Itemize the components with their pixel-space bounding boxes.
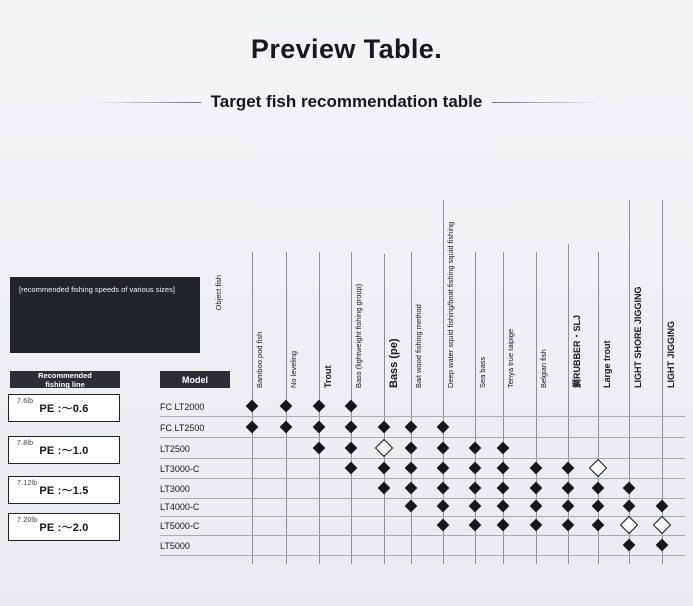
row-rule bbox=[160, 535, 685, 536]
row-rule bbox=[160, 437, 685, 438]
line-strength-label: 7.12lb bbox=[17, 480, 38, 487]
column-header-0: Bamboo pod fish bbox=[255, 331, 264, 388]
matrix-marker bbox=[405, 442, 418, 455]
matrix-marker bbox=[623, 539, 636, 552]
matrix-marker bbox=[562, 500, 575, 513]
model-tag: Model bbox=[160, 371, 230, 388]
matrix-marker bbox=[246, 400, 259, 413]
matrix-marker bbox=[405, 421, 418, 434]
matrix-marker bbox=[530, 500, 543, 513]
column-header-11: Large trout bbox=[602, 340, 612, 388]
matrix-marker bbox=[378, 482, 391, 495]
matrix-marker bbox=[497, 500, 510, 513]
matrix-marker bbox=[437, 421, 450, 434]
column-header-10: 鯛RUBBER・SLJ bbox=[572, 314, 582, 388]
column-header-5: Bait wood fishing method bbox=[414, 304, 423, 388]
matrix-marker bbox=[656, 539, 669, 552]
column-guide-line bbox=[411, 252, 412, 564]
column-header-9: Belgian fish bbox=[539, 349, 548, 388]
column-guide-line bbox=[384, 254, 385, 564]
matrix-marker bbox=[345, 462, 358, 475]
matrix-marker bbox=[378, 462, 391, 475]
line-pe-label: PE :〜1.0 bbox=[39, 445, 89, 457]
matrix-marker bbox=[313, 400, 326, 413]
matrix-marker bbox=[469, 442, 482, 455]
matrix-marker bbox=[562, 462, 575, 475]
matrix-marker bbox=[653, 516, 671, 534]
recommended-line-chip bbox=[8, 436, 120, 464]
matrix-marker bbox=[497, 482, 510, 495]
matrix-marker bbox=[592, 519, 605, 532]
model-name: FC LT2000 bbox=[160, 402, 205, 412]
matrix-marker bbox=[656, 500, 669, 513]
model-name: FC LT2500 bbox=[160, 423, 205, 433]
matrix-marker bbox=[530, 462, 543, 475]
matrix-marker bbox=[469, 482, 482, 495]
matrix-marker bbox=[378, 421, 391, 434]
recommended-line-chip bbox=[8, 394, 120, 422]
matrix-marker bbox=[469, 462, 482, 475]
matrix-marker bbox=[592, 500, 605, 513]
model-name: LT5000 bbox=[160, 541, 190, 551]
column-guide-line bbox=[503, 252, 504, 564]
row-rule bbox=[160, 516, 685, 517]
matrix-marker bbox=[437, 500, 450, 513]
matrix-marker bbox=[405, 482, 418, 495]
recommended-line-chip bbox=[8, 476, 120, 504]
matrix-marker bbox=[562, 482, 575, 495]
matrix-marker bbox=[280, 400, 293, 413]
matrix-marker bbox=[562, 519, 575, 532]
matrix-marker bbox=[469, 519, 482, 532]
line-pe-label: PE :〜1.5 bbox=[39, 485, 89, 497]
matrix-marker bbox=[497, 442, 510, 455]
object-fish-axis-label: Object fish bbox=[214, 275, 223, 311]
matrix-marker bbox=[313, 421, 326, 434]
column-header-8: Tenya true taipige bbox=[506, 328, 515, 388]
matrix-marker bbox=[375, 439, 393, 457]
matrix-marker bbox=[437, 442, 450, 455]
matrix-marker bbox=[246, 421, 259, 434]
page-title: Preview Table. bbox=[250, 34, 443, 64]
model-name: LT3000 bbox=[160, 484, 190, 494]
matrix-marker bbox=[620, 516, 638, 534]
row-rule bbox=[160, 478, 685, 479]
matrix-marker bbox=[345, 442, 358, 455]
model-name: LT2500 bbox=[160, 444, 190, 454]
column-header-13: LIGHT JIGGING bbox=[666, 320, 676, 388]
column-header-6: Deep water squid fishing/boat fishing squid fishing bbox=[446, 221, 455, 388]
matrix-marker bbox=[437, 519, 450, 532]
column-header-12: LIGHT SHORE JIGGING bbox=[633, 286, 643, 388]
line-pe-label: PE :〜2.0 bbox=[39, 522, 89, 534]
row-rule bbox=[160, 458, 685, 459]
line-strength-label: 7.20lb bbox=[17, 517, 38, 524]
matrix-marker bbox=[437, 482, 450, 495]
column-header-7: Sea bass bbox=[478, 356, 487, 388]
model-name: LT3000-C bbox=[160, 464, 200, 474]
column-guide-line bbox=[475, 252, 476, 564]
matrix-marker bbox=[280, 421, 293, 434]
matrix-marker bbox=[345, 421, 358, 434]
recommended-speeds-note: [recommended fishing speeds of various sizes] bbox=[10, 277, 200, 353]
recommended-line-chip bbox=[8, 513, 120, 541]
line-strength-label: 7.6lb bbox=[17, 398, 34, 405]
model-name: LT5000-C bbox=[160, 521, 200, 531]
matrix-marker bbox=[623, 482, 636, 495]
matrix-marker bbox=[405, 500, 418, 513]
recommended-line-label-1: Recommended bbox=[38, 370, 92, 380]
row-rule bbox=[160, 498, 685, 499]
model-name: LT4000-C bbox=[160, 502, 200, 512]
matrix-marker bbox=[530, 482, 543, 495]
column-header-1: No leveling bbox=[289, 350, 298, 388]
matrix-marker bbox=[589, 459, 607, 477]
subtitle: Target fish recommendation table bbox=[210, 92, 483, 111]
column-guide-line bbox=[536, 252, 537, 564]
matrix-marker bbox=[530, 519, 543, 532]
matrix-marker bbox=[345, 400, 358, 413]
matrix-marker bbox=[437, 462, 450, 475]
column-guide-line bbox=[598, 252, 599, 564]
matrix-marker bbox=[313, 442, 326, 455]
line-pe-label: PE :〜0.6 bbox=[39, 403, 89, 415]
matrix-marker bbox=[497, 519, 510, 532]
matrix-marker bbox=[405, 462, 418, 475]
matrix-marker bbox=[623, 500, 636, 513]
row-rule bbox=[160, 416, 685, 417]
column-header-4: Bass (pe) bbox=[388, 338, 400, 388]
row-rule bbox=[160, 555, 685, 556]
column-header-3: Bass (lightweight fishing group) bbox=[354, 283, 363, 388]
line-strength-label: 7.8lb bbox=[17, 440, 34, 447]
column-header-2: Trout bbox=[323, 365, 333, 388]
matrix-marker bbox=[497, 462, 510, 475]
matrix-marker bbox=[592, 482, 605, 495]
matrix-marker bbox=[469, 500, 482, 513]
recommended-line-label-2: fishing line bbox=[45, 379, 85, 389]
